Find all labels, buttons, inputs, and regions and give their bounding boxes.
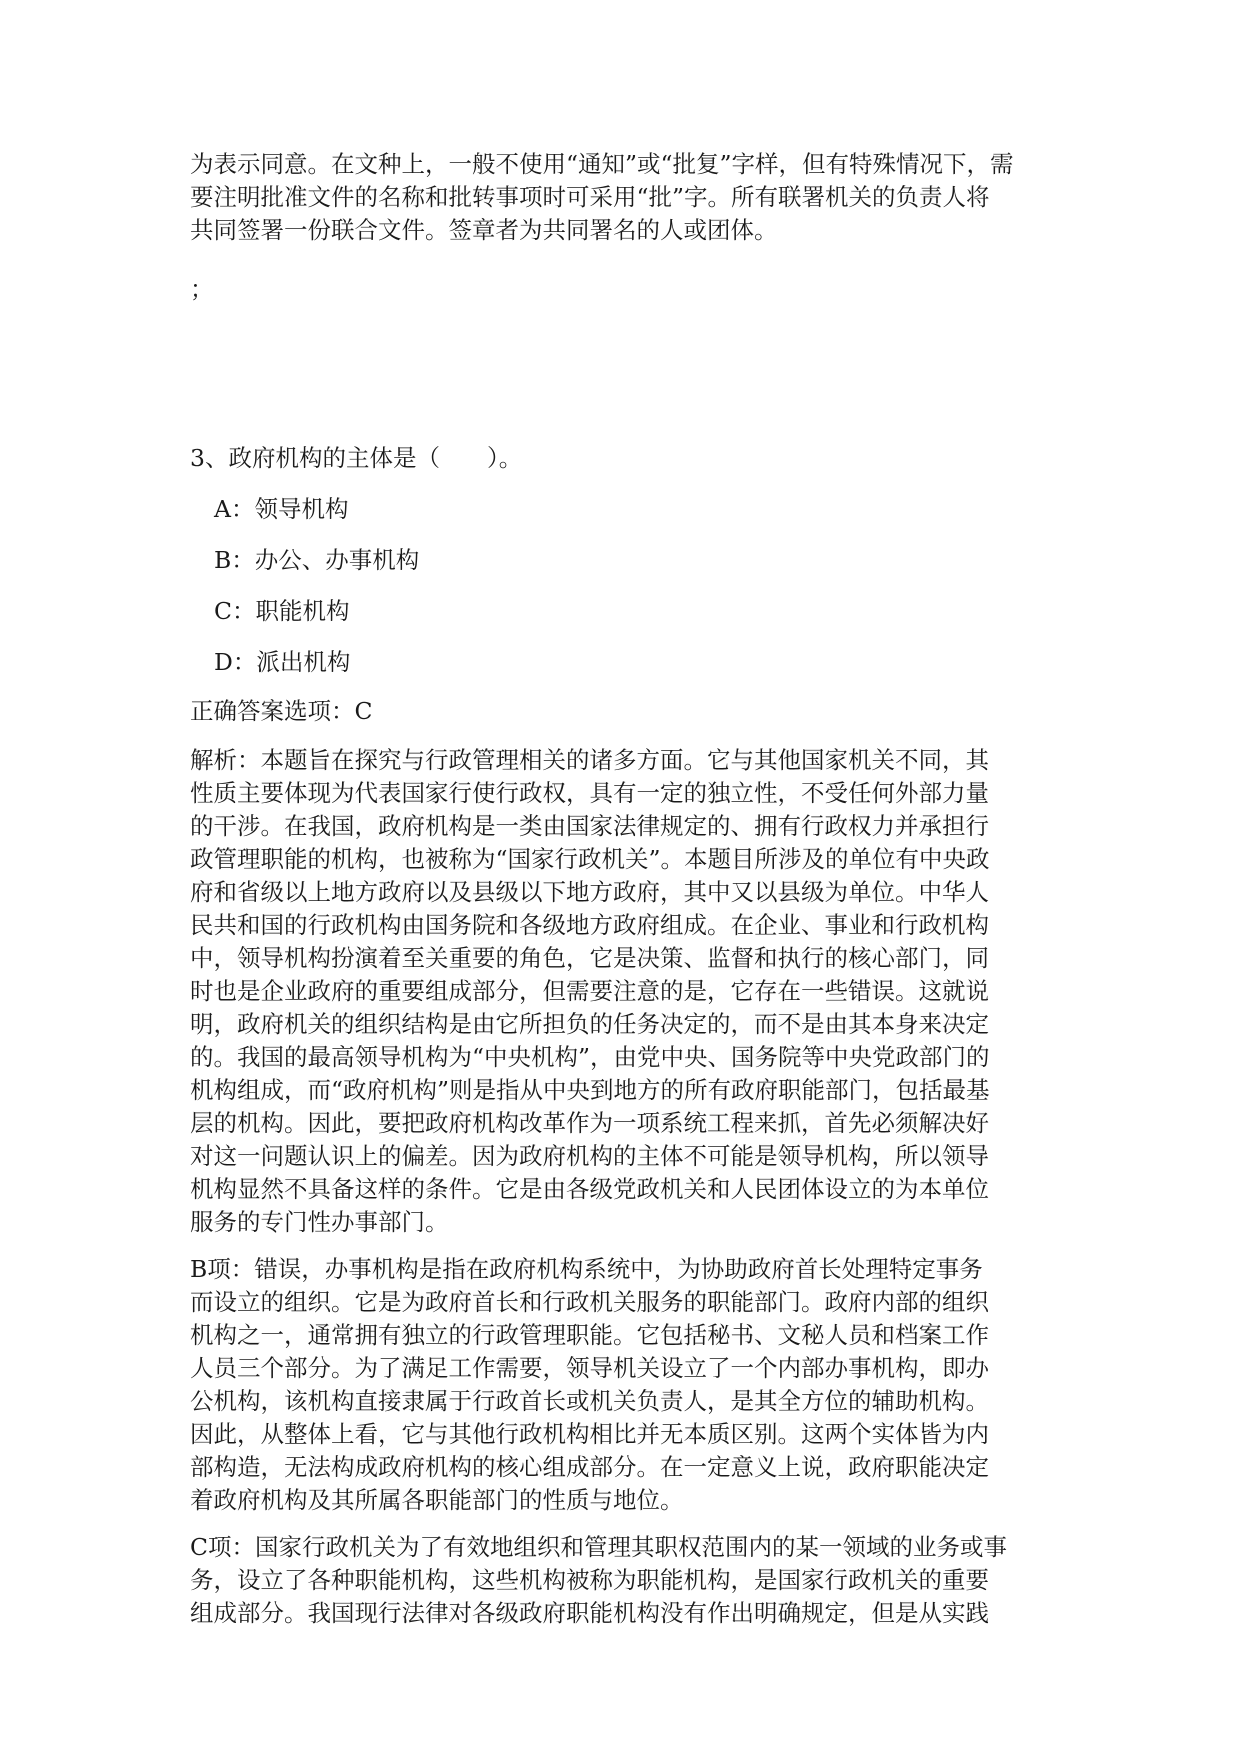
text-line: 人员三个部分。为了满足工作需要，领导机关设立了一个内部办事机构，即办	[190, 1354, 989, 1382]
text-line: 务，设立了各种职能机构，这些机构被称为职能机构，是国家行政机关的重要	[190, 1566, 989, 1594]
option-text: 派出机构	[256, 648, 351, 676]
text-line: 时也是企业政府的重要组成部分，但需要注意的是，它存在一些错误。这就说	[190, 977, 989, 1005]
text-line: 对这一问题认识上的偏差。因为政府机构的主体不可能是领导机构，所以领导	[190, 1142, 989, 1170]
text-line: 公机构，该机构直接隶属于行政首长或机关负责人，是其全方位的辅助机构。	[190, 1387, 989, 1415]
text-line: 机构组成，而“政府机构”则是指从中央到地方的所有政府职能部门，包括最基	[190, 1076, 990, 1104]
text-line: 着政府机构及其所属各职能部门的性质与地位。	[190, 1486, 684, 1514]
text-line: 部构造，无法构成政府机构的核心组成部分。在一定意义上说，政府职能决定	[190, 1453, 989, 1481]
option-letter: D：	[214, 648, 257, 676]
text-line: 民共和国的行政机构由国务院和各级地方政府组成。在企业、事业和行政机构	[190, 911, 989, 939]
option-letter: A：	[214, 495, 255, 523]
option-c	[214, 595, 1060, 628]
text-line: 中，领导机构扮演着至关重要的角色，它是决策、监督和执行的核心部门，同	[190, 944, 989, 972]
text-line: 因此，从整体上看，它与其他行政机构相比并无本质区别。这两个实体皆为内	[190, 1420, 989, 1448]
option-c-explanation	[190, 1531, 1060, 1630]
text-line: 性质主要体现为代表国家行使行政权，具有一定的独立性，不受任何外部力量	[190, 779, 989, 807]
text-line: 的。我国的最高领导机构为“中央机构”，由党中央、国务院等中央党政部门的	[190, 1043, 990, 1071]
option-text: 职能机构	[255, 597, 350, 625]
text-line: 为表示同意。在文种上，一般不使用“通知”或“批复”字样，但有特殊情况下，需	[190, 150, 1014, 178]
option-letter: C：	[214, 597, 256, 625]
intro-paragraph	[190, 148, 1060, 247]
text-line: 要注明批准文件的名称和批转事项时可采用“批”字。所有联署机关的负责人将	[190, 183, 990, 211]
text-line: 机构显然不具备这样的条件。它是由各级党政机关和人民团体设立的为本单位	[190, 1175, 989, 1203]
option-letter: B：	[214, 546, 255, 574]
question-title: 3、政府机构的主体是（ ）。	[190, 444, 523, 472]
correct-answer: 正确答案选项：C	[190, 697, 373, 725]
text-line: C项：国家行政机关为了有效地组织和管理其职权范围内的某一领域的业务或事	[190, 1533, 1007, 1561]
document-page	[190, 148, 1060, 1630]
text-line: 的干涉。在我国，政府机构是一类由国家法律规定的、拥有行政权力并承担行	[190, 812, 989, 840]
text-line: 政管理职能的机构，也被称为“国家行政机关”。本题目所涉及的单位有中央政	[190, 845, 990, 873]
text-line: 明，政府机关的组织结构是由它所担负的任务决定的，而不是由其本身来决定	[190, 1010, 989, 1038]
option-text: 领导机构	[254, 495, 349, 523]
option-a	[214, 493, 1060, 526]
text-line: 服务的专门性办事部门。	[190, 1208, 449, 1236]
option-b	[214, 544, 1060, 577]
text-line: 解析：本题旨在探究与行政管理相关的诸多方面。它与其他国家机关不同，其	[190, 746, 989, 774]
text-line: 共同签署一份联合文件。签章者为共同署名的人或团体。	[190, 216, 778, 244]
text-line: 层的机构。因此，要把政府机构改革作为一项系统工程来抓，首先必须解决好	[190, 1109, 989, 1137]
option-b-explanation	[190, 1253, 1060, 1517]
text-line: 组成部分。我国现行法律对各级政府职能机构没有作出明确规定，但是从实践	[190, 1599, 989, 1627]
analysis-paragraph	[190, 744, 1060, 1239]
option-d	[214, 646, 1060, 679]
text-line: B项：错误，办事机构是指在政府机构系统中，为协助政府首长处理特定事务	[190, 1255, 983, 1283]
option-text: 办公、办事机构	[254, 546, 420, 574]
text-line: 机构之一，通常拥有独立的行政管理职能。它包括秘书、文秘人员和档案工作	[190, 1321, 989, 1349]
text-line: 府和省级以上地方政府以及县级以下地方政府，其中又以县级为单位。中华人	[190, 878, 989, 906]
separator: ；	[190, 275, 214, 303]
text-line: 而设立的组织。它是为政府首长和行政机关服务的职能部门。政府内部的组织	[190, 1288, 989, 1316]
